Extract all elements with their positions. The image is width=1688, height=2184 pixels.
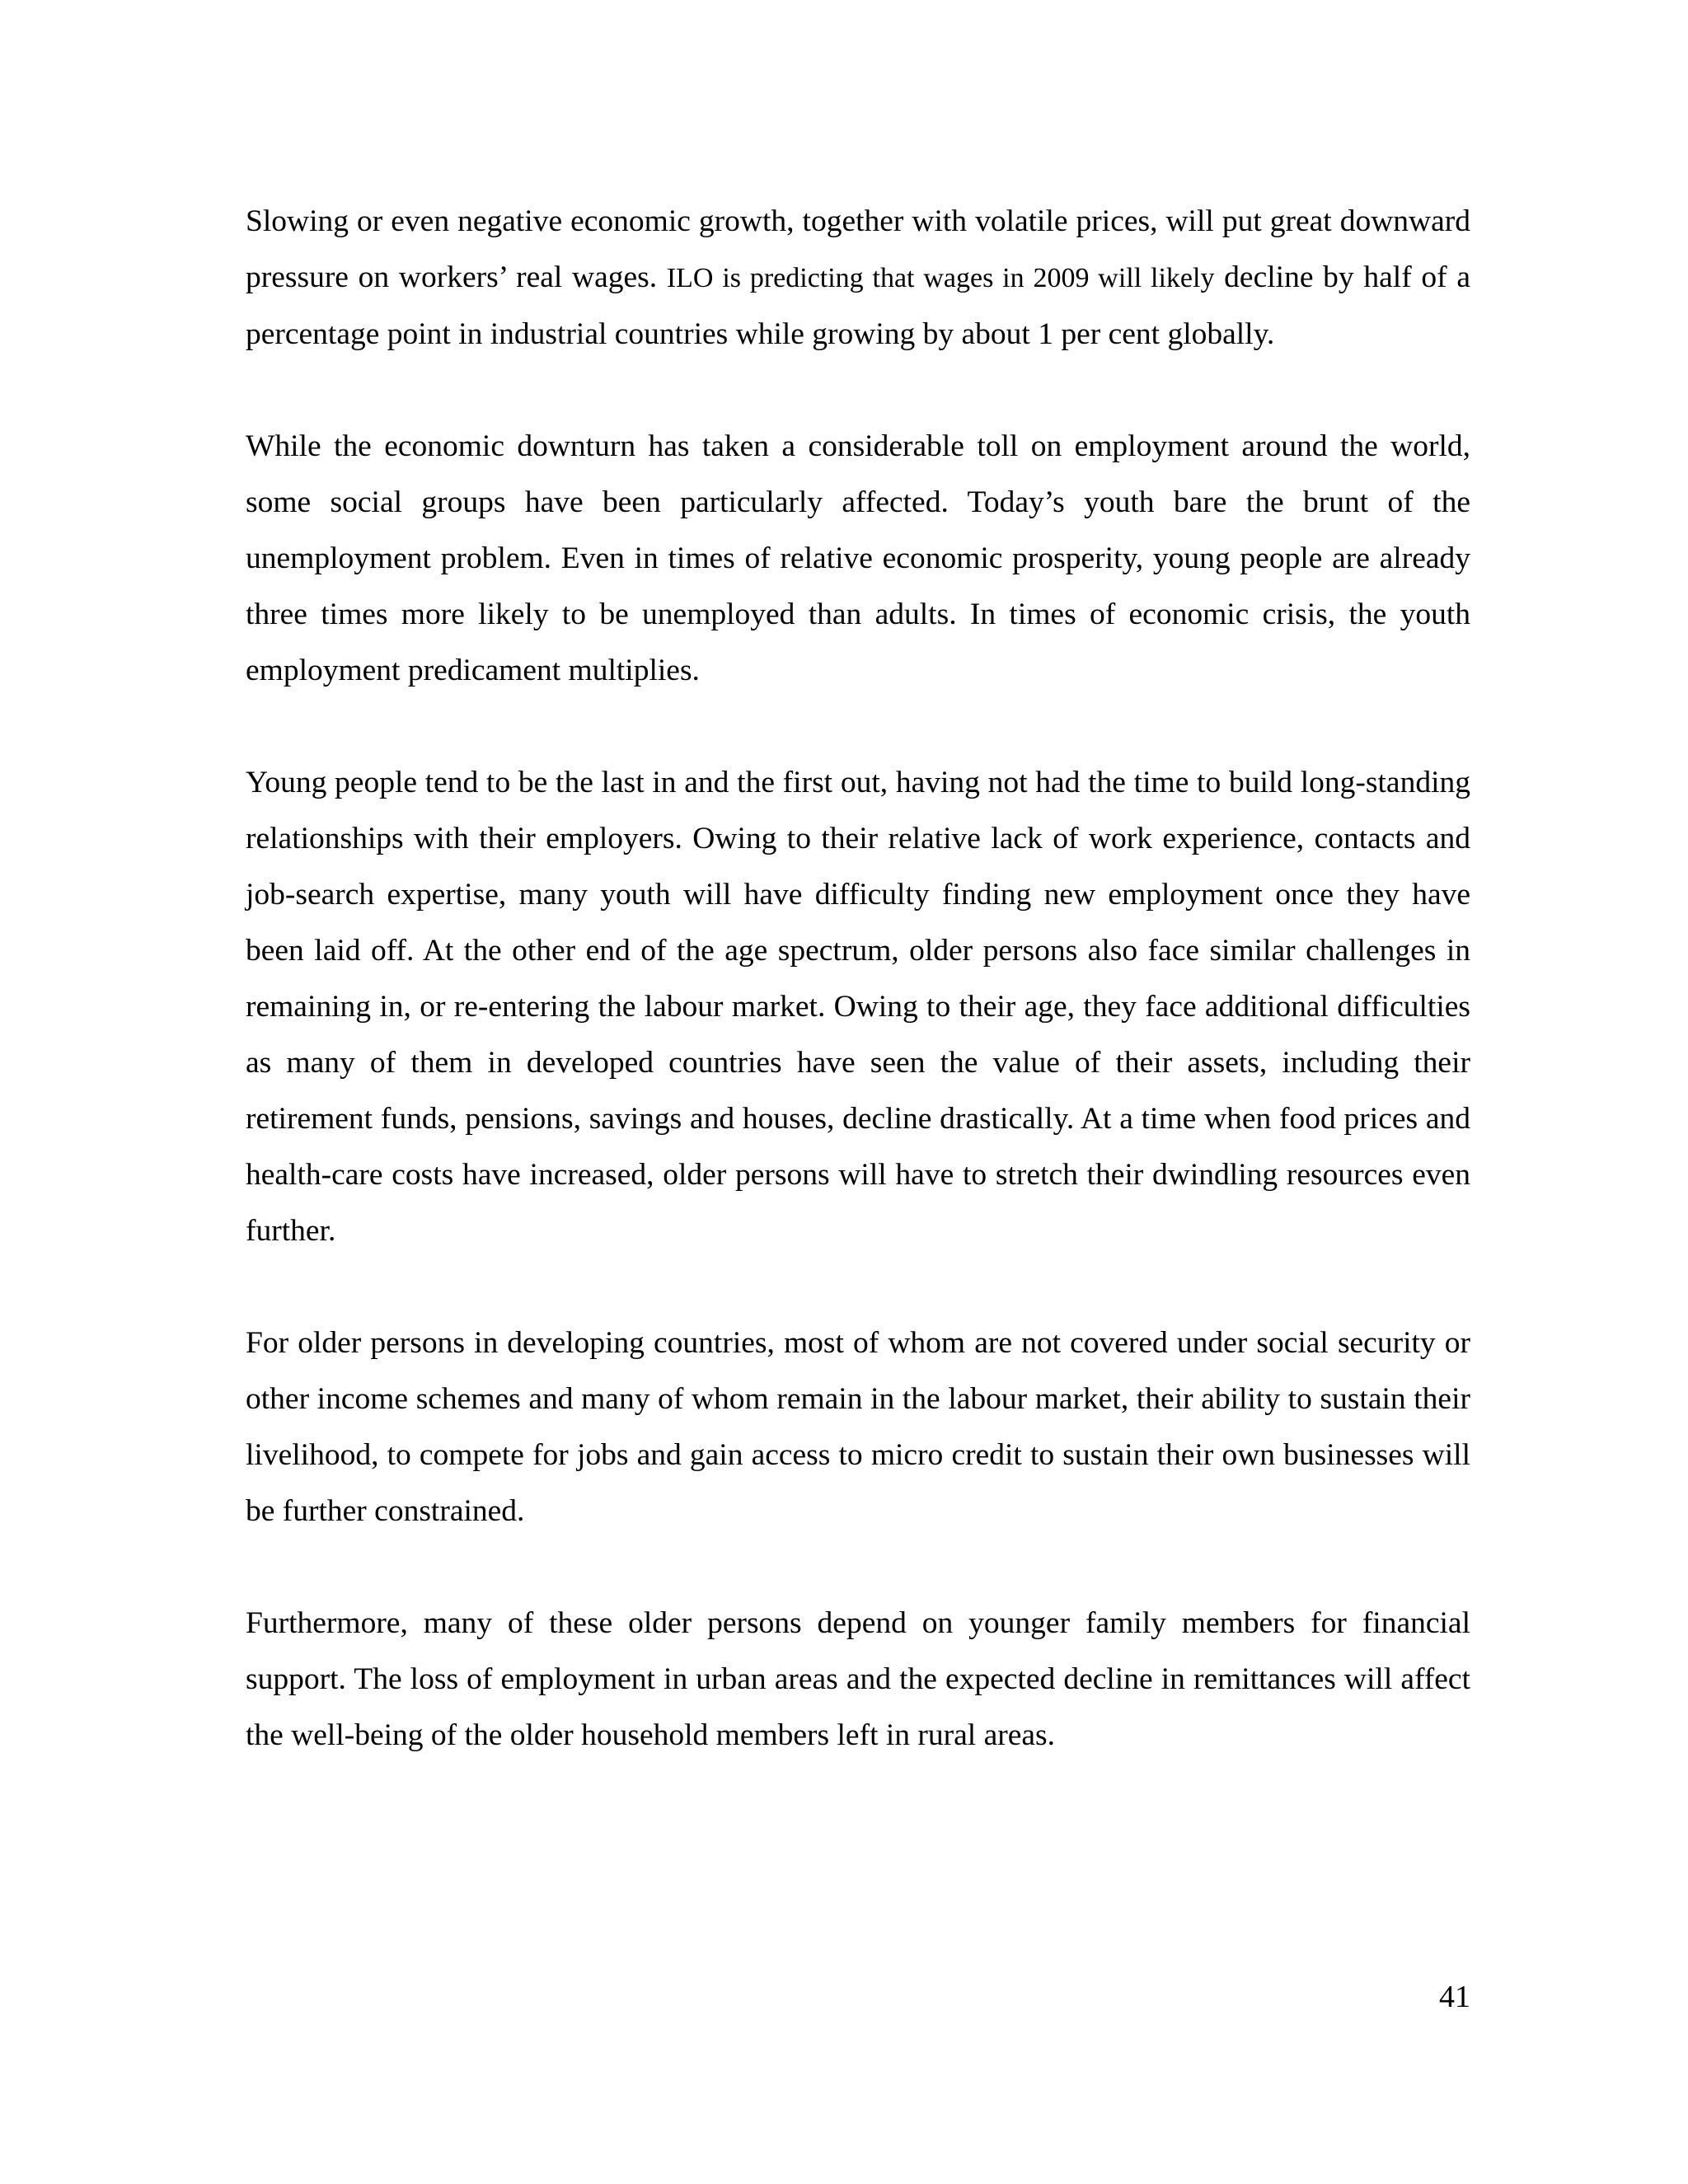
body-text (246, 194, 1470, 1820)
paragraph-last-in-first-out: Young people tend to be the last in and the first out, having not had the time to build long-standing relationships with their employers. Owing to their relative lack of work experience, contacts and job-search expertise, many youth will have difficulty finding new employment once they have been laid off. At the other end of the age spectrum, older persons also face similar challenges in remaining in, or re-entering the labour market. Owing to their age, they face additional difficulties as many of them in developed countries have seen the value of their assets, including their retirement funds, pensions, savings and houses, decline drastically. At a time when food prices and health-care costs have increased, older persons will have to stretch their dwindling resources even further. (246, 766, 1470, 1248)
paragraph-wages (246, 194, 1470, 363)
paragraph-wages-tail: decline by half of a percentage point in industrial countries while growing by about 1 per cent globally. (246, 260, 1471, 351)
paragraph-wages-ilo-note: ILO is predicting that wages in 2009 will likely (666, 263, 1215, 293)
paragraph-wages-lead: Slowing or even negative economic growth, together with volatile prices, will put great downward pressure on workers’ real wages. (246, 204, 1470, 294)
paragraph-youth-unemployment: While the economic downturn has taken a considerable toll on employment around the world, some social groups have been particularly affected. Today’s youth bare the brunt of the unemployment problem. Even in times of relative economic prosperity, young people are already three times more likely to be unemployed than adults. In times of economic crisis, the youth employment predicament multiplies. (246, 429, 1470, 687)
paragraph-family-support: Furthermore, many of these older persons depend on younger family members for financial support. The loss of employment in urban areas and the expected decline in remittances will affect the well-being of the older household members left in rural areas. (246, 1606, 1470, 1752)
paragraph-developing-countries: For older persons in developing countries, most of whom are not covered under social security or other income schemes and many of whom remain in the labour market, their ability to sustain their livelihood, to compete for jobs and gain access to micro credit to sustain their own businesses will be further constrained. (246, 1326, 1470, 1528)
page-number: 41 (1439, 1980, 1470, 2014)
